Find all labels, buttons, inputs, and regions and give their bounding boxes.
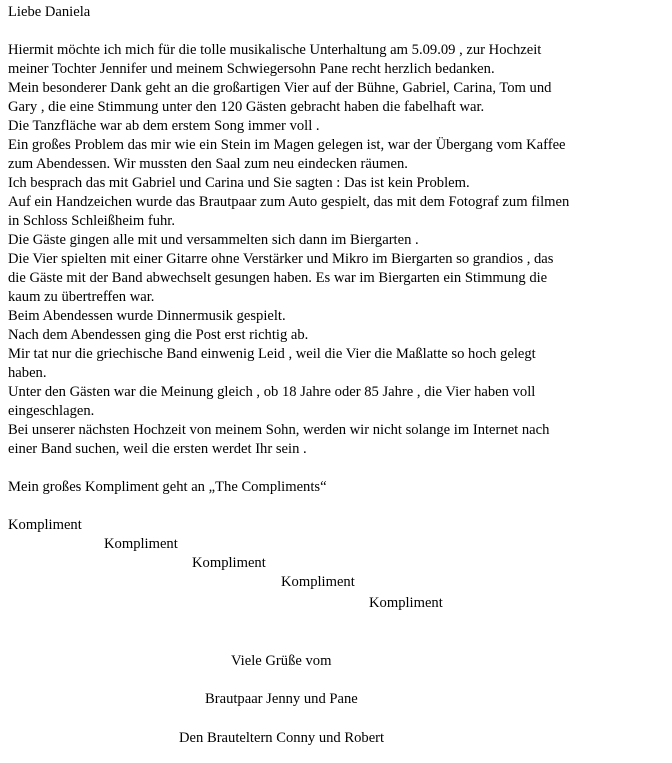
- kompliment-2: Kompliment: [104, 536, 178, 552]
- body-line: Die Gäste gingen alle mit und versammelten sich dann im Biergarten .: [8, 232, 419, 248]
- body-line: Gary , die eine Stimmung unter den 120 Gästen gebracht haben die fabelhaft war.: [8, 99, 485, 115]
- kompliment-4: Kompliment: [281, 574, 355, 590]
- body-line: Hiermit möchte ich mich für die tolle musikalische Unterhaltung am 5.09.09 , zur Hochzeit: [8, 42, 542, 58]
- body-line: Bei unserer nächsten Hochzeit von meinem Sohn, werden wir nicht solange im Internet nach: [8, 422, 550, 438]
- body-line: die Gäste mit der Band abwechselt gesungen haben. Es war im Biergarten ein Stimmung die: [8, 270, 548, 286]
- body-line: Mir tat nur die griechische Band einwenig Leid , weil die Vier die Maßlatte so hoch gelegt: [8, 346, 536, 362]
- closing: Viele Grüße vom: [231, 653, 332, 669]
- body-line: einer Band suchen, weil die ersten werdet Ihr sein .: [8, 441, 307, 457]
- kompliment-3: Kompliment: [192, 555, 266, 571]
- signature-parents: Den Brauteltern Conny und Robert: [179, 730, 385, 746]
- body-line: zum Abendessen. Wir mussten den Saal zum neu eindecken räumen.: [8, 156, 408, 172]
- kompliment-1: Kompliment: [8, 517, 82, 533]
- body-line: Ein großes Problem das mir wie ein Stein im Magen gelegen ist, war der Übergang vom Kaffee: [8, 137, 566, 153]
- body-line: Mein besonderer Dank geht an die großartigen Vier auf der Bühne, Gabriel, Carina, Tom und: [8, 80, 552, 96]
- body-line: meiner Tochter Jennifer und meinem Schwiegersohn Pane recht herzlich bedanken.: [8, 61, 495, 77]
- body-line: Die Tanzfläche war ab dem erstem Song immer voll .: [8, 118, 320, 134]
- body-line: Nach dem Abendessen ging die Post erst richtig ab.: [8, 327, 309, 343]
- body-line: haben.: [8, 365, 47, 381]
- body-line: Die Vier spielten mit einer Gitarre ohne Verstärker und Mikro im Biergarten so grandios , das: [8, 251, 554, 267]
- body-line: Beim Abendessen wurde Dinnermusik gespielt.: [8, 308, 286, 324]
- signature-couple: Brautpaar Jenny und Pane: [205, 691, 358, 707]
- kompliment-5: Kompliment: [369, 595, 443, 611]
- body-line: Auf ein Handzeichen wurde das Brautpaar zum Auto gespielt, das mit dem Fotograf zum filmen: [8, 194, 570, 210]
- body-line: Ich besprach das mit Gabriel und Carina und Sie sagten : Das ist kein Problem.: [8, 175, 470, 191]
- body-line: in Schloss Schleißheim fuhr.: [8, 213, 176, 229]
- salutation: Liebe Daniela: [8, 4, 91, 20]
- body-line: Unter den Gästen war die Meinung gleich , ob 18 Jahre oder 85 Jahre , die Vier haben voll: [8, 384, 536, 400]
- body-line: eingeschlagen.: [8, 403, 95, 419]
- body-line: kaum zu übertreffen war.: [8, 289, 155, 305]
- compliment-line: Mein großes Kompliment geht an „The Compliments“: [8, 479, 327, 495]
